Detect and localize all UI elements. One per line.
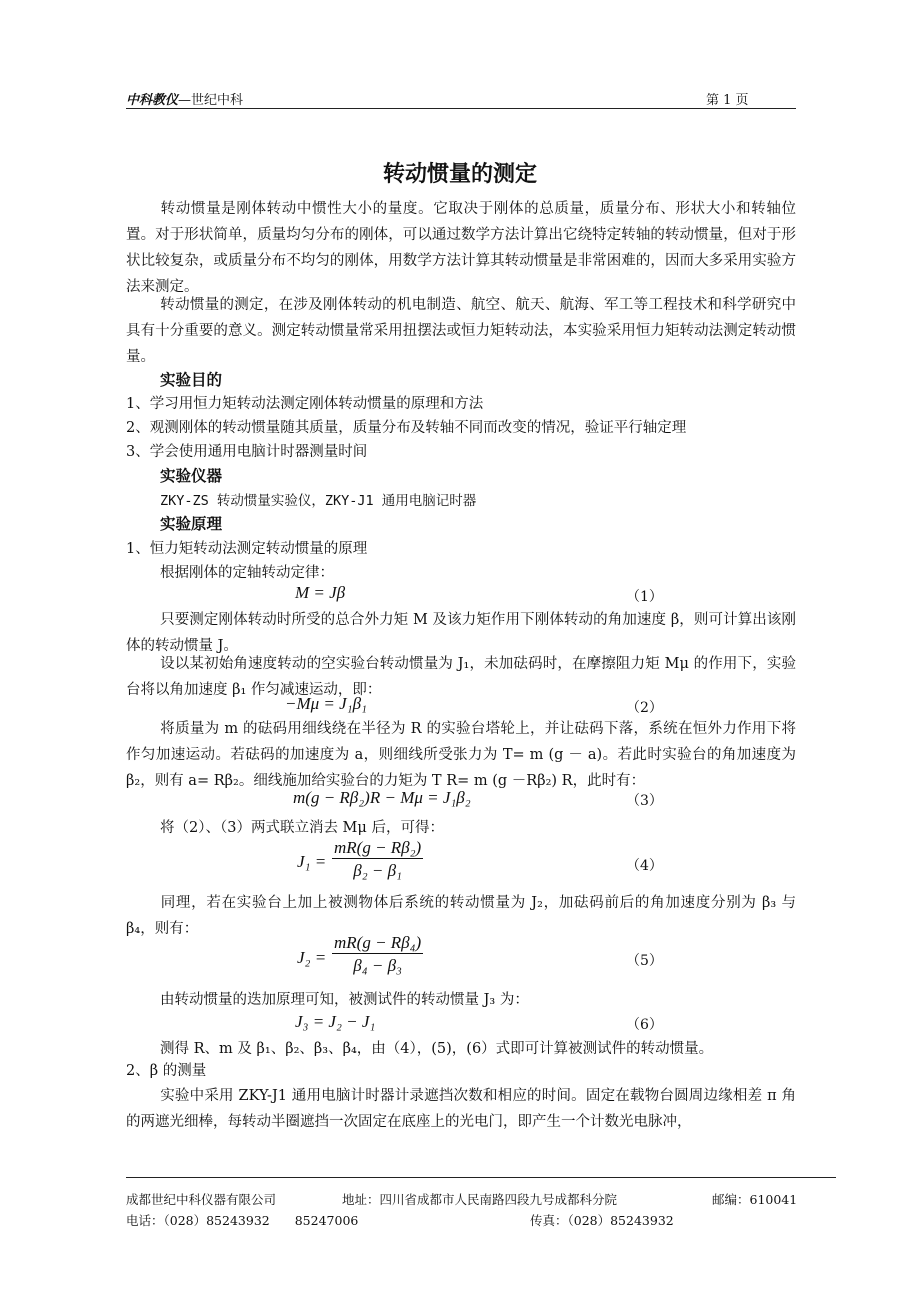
intro-paragraph-1: 转动惯量是刚体转动中惯性大小的量度。它取决于刚体的总质量，质量分布、形状大小和转轴位置。对于形状简单，质量均匀分布的刚体，可以通过数学方法计算出它绕特定转轴的转动惯量，但对于形状比较复杂，或质量分布不均匀的刚体，用数学方法计算其转动惯量是非常困难的，因而大多采用实验方法来测定。 (126, 201, 796, 295)
equation-5-numerator: mR(g − Rβ₄) (334, 933, 422, 952)
page-title: 转动惯量的测定 (382, 162, 537, 187)
header-company-name: —世纪中科 (178, 93, 244, 108)
equation-2-number: （2） (626, 700, 663, 716)
equation-2: −Mμ = J₁β₁ (285, 694, 367, 713)
equation-5-lhs: J₂ = (297, 948, 327, 967)
equation-6-number: （6） (626, 1017, 663, 1033)
principle-heading: 实验原理 (160, 515, 223, 533)
purpose-heading: 实验目的 (160, 371, 223, 389)
footer-address: 地址：四川省成都市人民南路四段九号成都科分院 (342, 1192, 618, 1207)
paragraph-d: 将（2）、（3）两式联立消去 Mμ 后，可得： (160, 820, 444, 836)
header-page-number: 第 1 页 (706, 93, 749, 108)
equation-3-number: （3） (626, 793, 663, 809)
paragraph-c: 将质量为 m 的砝码用细线绕在半径为 R 的实验台塔轮上，并让砝码下落，系统在恒外力作用下将作匀加速运动。若砝码的加速度为 a，则细线所受张力为 T= m (g － a)。若此时实验台的角加速度为 β₂，则有 a= Rβ₂。细线施加给实验台的力矩为 T R= m (g －Rβ₂) R，此时有： (126, 721, 796, 789)
equation-4-lhs: J₁ = (297, 852, 327, 871)
apparatus-heading: 实验仪器 (160, 467, 223, 485)
equation-5-number: （5） (626, 953, 663, 969)
equation-4-number: （4） (626, 858, 663, 874)
equation-4-numerator: mR(g − Rβ₂) (334, 838, 422, 857)
equation-1: M = Jβ (295, 583, 346, 602)
purpose-item-3: 3、学会使用通用电脑计时器测量时间 (126, 444, 368, 460)
apparatus-text: ZKY-ZS 转动惯量实验仪，ZKY-J1 通用电脑记时器 (160, 493, 477, 509)
equation-4-denominator: β₂ − β₁ (353, 861, 402, 880)
purpose-item-1: 1、学习用恒力矩转动法测定刚体转动惯量的原理和方法 (126, 396, 484, 412)
paragraph-f: 由转动惯量的迭加原理可知，被测试件的转动惯量 J₃ 为： (160, 992, 529, 1008)
paragraph-g: 测得 R、m 及 β₁、β₂、β₃、β₄，由（4），(5)，(6）式即可计算被测试件的转动惯量。 (160, 1041, 714, 1057)
paragraph-h: 实验中采用 ZKY-J1 通用电脑计时器计录遮挡次数和相应的时间。固定在载物台圆周边缘相差 π 角的两遮光细棒，每转动半圈遮挡一次固定在底座上的光电门，即产生一个计数光电脉冲， (126, 1088, 796, 1130)
equation-1-number: （1） (626, 589, 663, 605)
intro-paragraph-2: 转动惯量的测定，在涉及刚体转动的机电制造、航空、航天、航海、军工等工程技术和科学研究中具有十分重要的意义。测定转动惯量常采用扭摆法或恒力矩转动法，本实验采用恒力矩转动法测定转动惯量。 (126, 297, 796, 365)
paragraph-b: 设以某初始角速度转动的空实验台转动惯量为 J₁，未加砝码时，在摩擦阻力矩 Mμ 的作用下，实验台将以角加速度 β₁ 作匀减速运动，即： (126, 656, 796, 698)
purpose-item-2: 2、观测刚体的转动惯量随其质量，质量分布及转轴不同而改变的情况，验证平行轴定理 (126, 420, 687, 436)
equation-5-denominator: β₄ − β₃ (353, 956, 402, 975)
footer-phone: 电话：（028）85243932 85247006 (126, 1213, 359, 1228)
footer-fax: 传真：（028）85243932 (530, 1213, 674, 1228)
paragraph-a: 只要测定刚体转动时所受的总合外力矩 M 及该力矩作用下刚体转动的角加速度 β，则可计算出该刚体的转动惯量 J。 (126, 612, 796, 654)
equation-5-fraction (332, 933, 423, 976)
header-company (126, 89, 243, 108)
footer-company: 成都世纪中科仪器有限公司 (126, 1192, 277, 1207)
equation-4-fraction (332, 838, 423, 881)
principle-subheading-1: 1、恒力矩转动法测定转动惯量的原理 (126, 541, 368, 557)
equation-6: J₃ = J₂ − J₁ (295, 1012, 376, 1031)
header-divider (126, 108, 796, 109)
law-intro: 根据刚体的定轴转动定律： (160, 565, 334, 581)
footer-postcode: 邮编：610041 (712, 1192, 798, 1207)
principle-subheading-2: 2、β 的测量 (126, 1063, 207, 1079)
equation-3: m(g − Rβ₂)R − Mμ = J₁β₂ (293, 788, 471, 807)
paragraph-e: 同理，若在实验台上加上被测物体后系统的转动惯量为 J₂，加砝码前后的角加速度分别为 β₃ 与 β₄，则有： (126, 895, 796, 937)
footer-divider (126, 1177, 836, 1178)
header-brand: 中科教仪 (126, 93, 179, 108)
